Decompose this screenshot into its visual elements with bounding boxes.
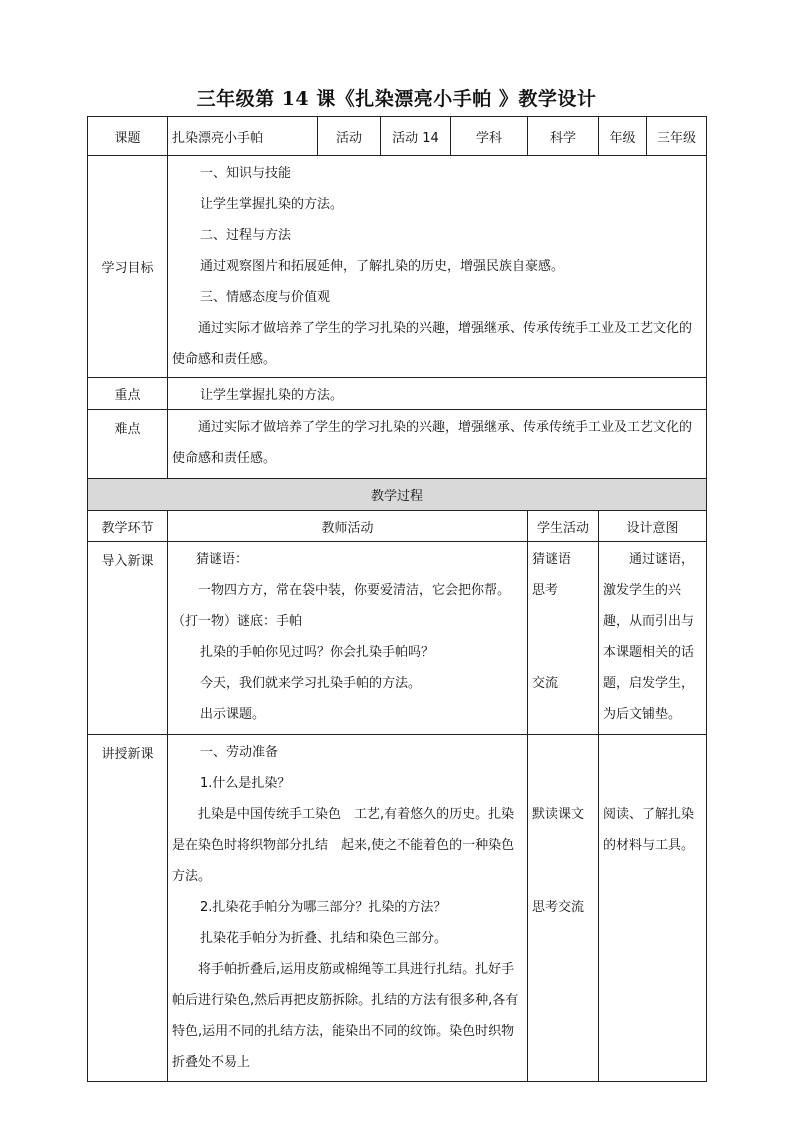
teach-student-line: 默读课文	[532, 807, 585, 822]
intro-student-line: 交流	[532, 676, 559, 691]
process-title-row	[88, 479, 707, 511]
teach-student-line	[532, 768, 594, 799]
activity-value: 活动 14	[381, 117, 451, 156]
objective-line: 通过实际才做培养了学生的学习扎染的兴趣，增强继承、传承传统手工业及工艺文化的使命感和责任感。	[172, 321, 693, 367]
intro-teacher-line: 出示课题。	[200, 707, 266, 722]
teach-student-line: 思考交流	[532, 900, 585, 915]
grade-label: 年级	[599, 117, 647, 156]
difficulty-text-cell	[168, 410, 707, 479]
objectives-label: 学习目标	[88, 156, 168, 378]
objective-line: 让学生掌握扎染的方法。	[200, 197, 344, 212]
page-title: 三年级第 14 课《扎染漂亮小手帕 》教学设计	[196, 88, 597, 110]
intro-student-line	[532, 606, 594, 637]
teach-teacher-line: 一、劳动准备	[200, 745, 279, 760]
topic-label: 课题	[88, 117, 168, 156]
topic-value: 扎染漂亮小手帕	[168, 117, 318, 156]
keypoint-label: 重点	[88, 378, 168, 410]
teach-intent-cell	[599, 735, 707, 1082]
intro-teacher-line: 一物四方方，常在袋中装，你要爱清洁，它会把你帮。（打一物）谜底：手帕	[172, 583, 511, 629]
objectives-row	[88, 156, 707, 378]
teach-student-line	[532, 861, 594, 892]
teach-row	[88, 735, 707, 1082]
intro-teacher-line: 猜谜语：	[196, 552, 249, 567]
header-row	[88, 117, 707, 156]
teach-intent-spacer	[603, 737, 702, 768]
teach-student-line	[532, 737, 594, 768]
teach-intent-spacer	[603, 768, 702, 799]
teach-stage: 讲授新课	[88, 735, 168, 1082]
intro-teacher-line: 扎染的手帕你见过吗？你会扎染手帕吗？	[200, 645, 435, 660]
col-header-student: 学生活动	[528, 511, 599, 542]
process-column-headers	[88, 511, 707, 542]
difficulty-text: 通过实际才做培养了学生的学习扎染的兴趣，增强继承、传承传统手工业及工艺文化的使命感和责任感。	[172, 420, 693, 466]
objectives-content	[168, 156, 707, 378]
difficulty-row	[88, 410, 707, 479]
intro-student-line: 思考	[532, 583, 559, 598]
process-title: 教学过程	[88, 479, 707, 511]
keypoint-row	[88, 378, 707, 410]
activity-label: 活动	[318, 117, 381, 156]
intro-student-cell	[528, 542, 599, 735]
teach-teacher-line: 1.什么是扎染？	[200, 776, 291, 791]
intro-student-line: 猜谜语	[532, 552, 572, 567]
intro-intent-cell	[599, 542, 707, 735]
teach-teacher-cell	[168, 735, 528, 1082]
subject-value: 科学	[528, 117, 599, 156]
col-header-intent: 设计意图	[599, 511, 707, 542]
teach-intent: 阅读、了解扎染的材料与工具。	[603, 807, 695, 853]
keypoint-text: 让学生掌握扎染的方法。	[200, 388, 344, 403]
teach-student-line	[532, 830, 594, 861]
intro-intent: 通过谜语，激发学生的兴趣，从而引出与本课题相关的话题，启发学生，为后文铺垫。	[603, 552, 695, 722]
keypoint-text-cell	[168, 378, 707, 410]
teach-student-cell	[528, 735, 599, 1082]
intro-student-line	[532, 637, 594, 668]
teach-teacher-line: 扎染是中国传统手工染色 工艺,有着悠久的历史。扎染是在染色时将织物部分扎结 起来,使之不能着色的一种染色方法。	[172, 807, 515, 884]
intro-teacher-cell	[168, 542, 528, 735]
objective-line: 通过观察图片和拓展延伸，了解扎染的历史，增强民族自豪感。	[200, 259, 565, 274]
intro-teacher-line: 今天，我们就来学习扎染手帕的方法。	[200, 676, 422, 691]
objective-line: 一、知识与技能	[200, 166, 292, 181]
teach-teacher-line: 2.扎染花手帕分为哪三部分？扎染的方法？	[200, 900, 447, 915]
subject-label: 学科	[451, 117, 528, 156]
objective-line: 二、过程与方法	[200, 228, 292, 243]
col-header-stage: 教学环节	[88, 511, 168, 542]
difficulty-label: 难点	[88, 410, 168, 479]
lesson-plan-table	[87, 116, 707, 1082]
teach-teacher-line: 扎染花手帕分为折叠、扎结和染色三部分。	[200, 931, 448, 946]
intro-stage: 导入新课	[88, 542, 168, 735]
col-header-teacher: 教师活动	[168, 511, 528, 542]
objective-line: 三、情感态度与价值观	[200, 290, 331, 305]
teach-teacher-line: 将手帕折叠后,运用皮筋或棉绳等工具进行扎结。扎好手帕后进行染色,然后再把皮筋拆除。扎结的方法有很多种,各有特色,运用不同的扎结方法，能染出不同的纹饰。染色时织物折叠处不易上	[172, 962, 519, 1070]
intro-row	[88, 542, 707, 735]
grade-value: 三年级	[647, 117, 707, 156]
